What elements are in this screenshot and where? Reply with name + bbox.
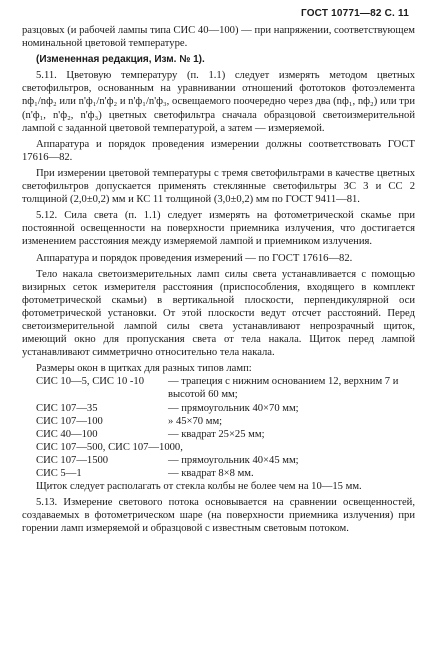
window-size: — квадрат 25×25 мм; — [168, 428, 265, 440]
paragraph-shield: Щиток следует располагать от стекла колбы не более чем на 10—15 мм. — [36, 481, 362, 493]
table-row — [36, 402, 408, 415]
lamp-type: СИС 107—1500 — [36, 454, 109, 466]
table-row — [36, 454, 408, 467]
paragraph-apparatus-1: Аппаратура и порядок проведения измерении должны соответствовать ГОСТ 17616—82. — [22, 138, 415, 163]
lamp-type: СИС 107—100 — [36, 415, 103, 427]
paragraph-apparatus-2: Аппаратура и порядок проведения измерений — по ГОСТ 17616—82. — [36, 252, 353, 264]
table-row — [36, 415, 408, 428]
lamp-type: СИС 40—100 — [36, 428, 98, 440]
lamp-type: СИС 10—5, СИС 10 -10 — [36, 376, 145, 388]
edition-note: (Измененная редакция, Изм. № 1). — [36, 54, 205, 66]
paragraph-5-12: 5.12. Сила света (п. 1.1) следует измерять на фотометрической скамье при постоянной освещенности на поверхности приемника излучения, что достигается изменением расстояния между измеряемой лампой и приемником излучения. — [22, 210, 415, 248]
table-row — [36, 467, 408, 480]
window-sizes-table — [36, 375, 408, 480]
page-header: ГОСТ 10771—82 С. 11 — [300, 8, 409, 19]
table-row — [36, 428, 408, 441]
lamp-type: СИС 5—1 — [36, 468, 82, 479]
paragraph-sizes-intro: Размеры окон в щитках для разных типов ламп: — [36, 363, 252, 375]
paragraph-filters: При измерении цветовой температуры с тремя светофильтрами в качестве цветных светофильтров допускается применять стеклянные светофильтры ЗС 3 и СС 2 толщиной (2,0±0,2) мм и КС 11 толщиной (3,0±0,2) мм по ГОСТ 9411—81. — [22, 167, 415, 206]
paragraph-filament: Тело накала светоизмерительных ламп силы света устанавливается с помощью визирных сеток измерителя расстояния (приспособления, входящего в комплект фотометрической скамьи) в вертикальной плоскости, перпендикулярной оси фотометрической установки. От этой плоскости ведут отсчет расстояний. Перед светоизмерительной лампой силы света устанавливают непрозрачный щиток, имеющий окно для пропускания света от тела накала. Щиток перед лампой устанавливают симметрично относительно тела накала. — [22, 268, 415, 359]
window-size: — трапеция с нижним основанием 12, верхним 7 и высотой 60 мм; — [168, 376, 399, 401]
page-body — [22, 24, 415, 535]
window-size: » 45×70 мм; — [168, 415, 223, 427]
paragraph-5-11: 5.11. Цветовую температуру (п. 1.1) следует измерять методом цветных светофильтров, основанным на уравнивании отношений фототоков фотоэлемента nф₁/nф₂ или n'ф₁/n'ф₂ и n'ф₁/n'ф₃, освещаемого поочередно через два (nф₁, nф₂) или три (n'ф₁, n'ф₂, n'ф₃) цветных светофильтра сначала образцовой светоизмерительной лампой с заданной цветовой температурой, а затем — измеряемой. — [22, 70, 415, 134]
window-size: — квадрат 8×8 мм. — [168, 468, 254, 479]
lamp-type: СИС 107—500, СИС 107—1000, — [36, 441, 183, 453]
paragraph-continuation: разцовых (и рабочей лампы типа СИС 40—100) — при напряжении, соответствующем номинальной цветовой температуре. — [22, 25, 415, 50]
table-row — [36, 375, 408, 401]
lamp-type: СИС 107—35 — [36, 402, 98, 414]
paragraph-5-13: 5.13. Измерение светового потока основывается на сравнении освещенностей, создаваемых в фотометрическом шаре (на поверхности приемника излучения) при горении ламп измеряемой и образцовой с известным световым потоком. — [22, 497, 415, 535]
table-row — [36, 441, 408, 454]
window-size: — прямоугольник 40×45 мм; — [168, 454, 299, 466]
window-size: — прямоугольник 40×70 мм; — [168, 402, 299, 414]
